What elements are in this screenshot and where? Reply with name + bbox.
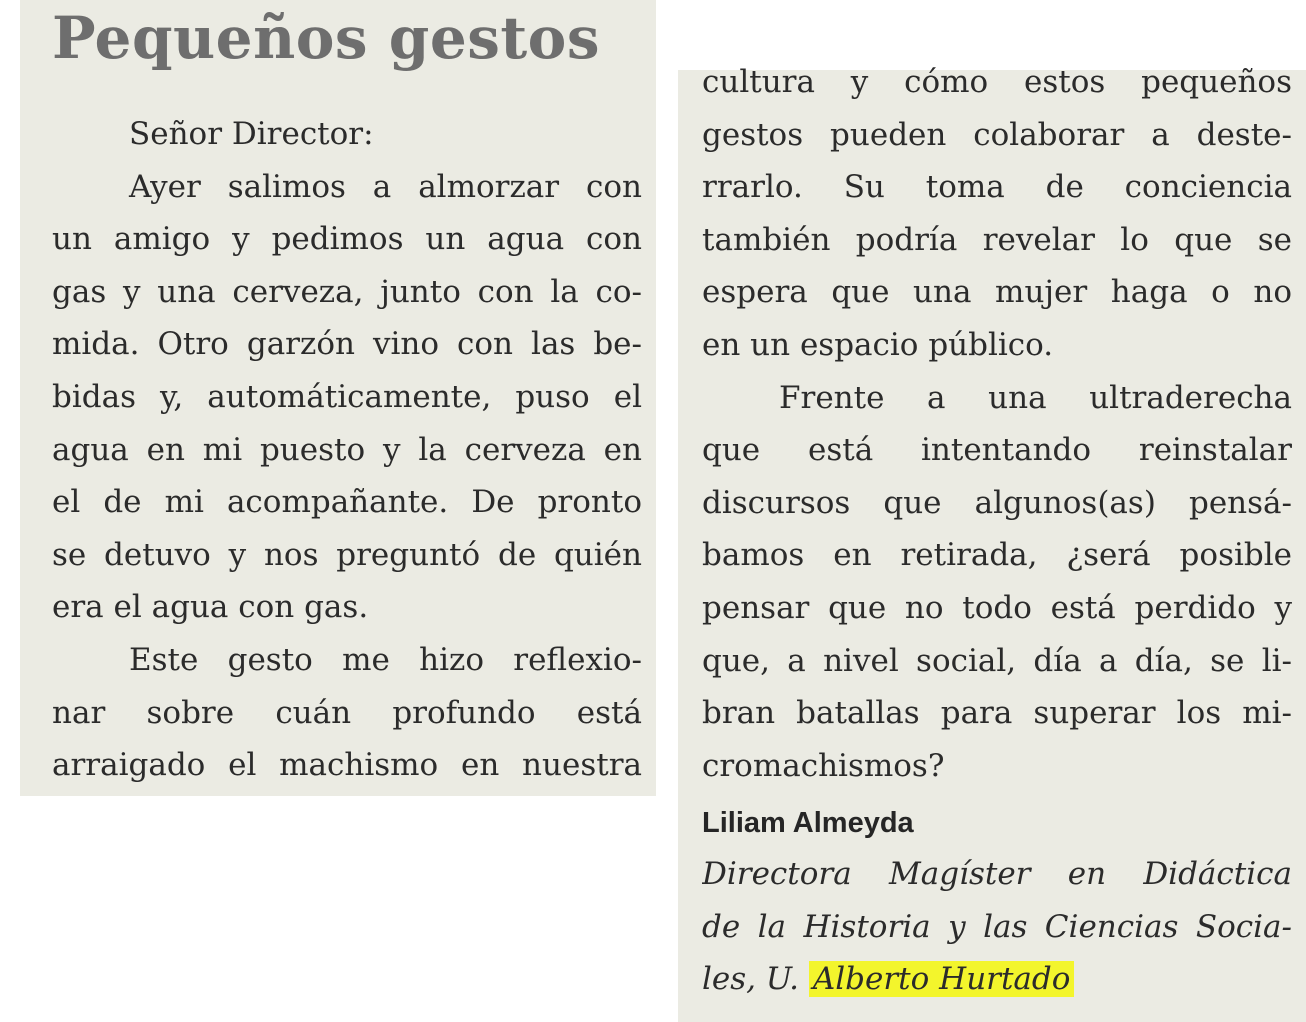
text-line: agua en mi puesto y la cerveza en xyxy=(52,431,642,468)
text-line: Señor Director: xyxy=(129,116,374,152)
text-line: pensar que no todo está perdido y xyxy=(702,589,1292,626)
affiliation-line: Directora Magíster en Didáctica xyxy=(702,856,1292,892)
text-line: Este gesto me hizo reflexio- xyxy=(129,641,642,678)
text-line: bamos en retirada, ¿será posible xyxy=(702,537,1292,574)
text-line: nar sobre cuán profundo está xyxy=(52,694,642,731)
author-name: Liliam Almeyda xyxy=(702,807,914,839)
text-line: se detuvo y nos preguntó de quién xyxy=(52,536,642,573)
text-line: en un espacio público. xyxy=(702,326,1054,363)
text-line: rrarlo. Su toma de conciencia xyxy=(702,169,1292,206)
affiliation-line: de la Historia y las Ciencias Socia- xyxy=(702,908,1292,945)
text-line: mida. Otro garzón vino con las be- xyxy=(52,326,642,363)
text-line: cultura y cómo estos pequeños xyxy=(702,64,1292,100)
left-text-column xyxy=(52,108,642,792)
affiliation-prefix: les, U. xyxy=(702,961,809,998)
text-line: que está intentando reinstalar xyxy=(702,432,1292,469)
text-line: era el agua con gas. xyxy=(52,589,369,626)
text-line: un amigo y pedimos un agua con xyxy=(52,221,642,258)
text-line: gestos pueden colaborar a deste- xyxy=(702,116,1292,153)
text-line: discursos que algunos(as) pensá- xyxy=(702,484,1292,521)
text-line: Ayer salimos a almorzar con xyxy=(129,168,642,205)
text-line: que, a nivel social, día a día, se li- xyxy=(702,642,1292,679)
text-line: Frente a una ultraderecha xyxy=(779,379,1292,416)
text-line: arraigado el machismo en nuestra xyxy=(52,747,642,784)
text-line: gas y una cerveza, junto con la co- xyxy=(52,273,642,310)
article-title: Pequeños gestos xyxy=(52,4,601,72)
text-line: el de mi acompañante. De pronto xyxy=(52,484,642,521)
affiliation-line xyxy=(702,953,1292,1006)
text-line: bidas y, automáticamente, puso el xyxy=(52,378,642,415)
text-line: espera que una mujer haga o no xyxy=(702,274,1292,311)
text-line: también podría revelar lo que se xyxy=(702,221,1292,258)
highlighted-institution: Alberto Hurtado xyxy=(809,961,1075,997)
right-text-column xyxy=(702,56,1292,792)
author-affiliation xyxy=(702,848,1292,1006)
text-line: bran batallas para superar los mi- xyxy=(702,695,1292,732)
text-line: cromachismos? xyxy=(702,747,945,784)
